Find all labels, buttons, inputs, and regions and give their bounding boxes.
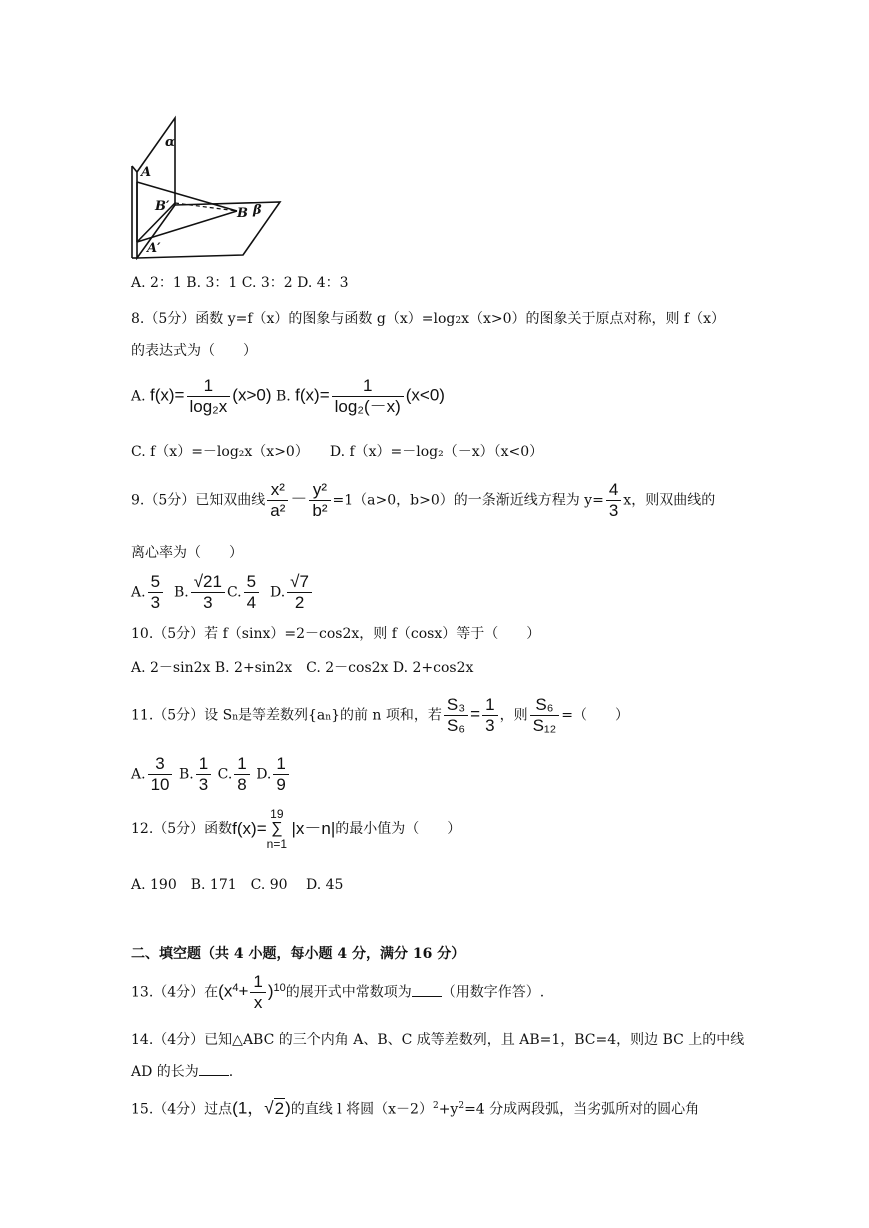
label-A: A [141, 165, 152, 180]
q15-stem: 15.（4分）过点(1，√2)的直线 l 将圆$(x-2)^2+y^2=4$ 分成两段弧，当劣弧所对的圆心角 [131, 1098, 700, 1118]
q14-stem-line2: AD 的长为 . [131, 1061, 233, 1082]
q14-answer-blank [199, 1061, 229, 1076]
q8-stem-line2: 的表达式为（ ） [131, 343, 257, 359]
q9-fraction-x: $\frac{\text{x²}}{\text{a²}}$ [267, 480, 288, 521]
label-alpha: α [165, 135, 176, 150]
q9-options: A. $\frac{5}{3}$ B. $\frac{√21}{3}$ C. $\frac{5}{4}$ D. $\frac{√7}{2}$ [131, 572, 314, 613]
q9-stem-line2: 离心率为（ ） [131, 545, 243, 561]
q10-options: A. 2－sin2x B. 2+sin2x C. 2－cos2x D. 2+cos2x [131, 660, 474, 676]
q8-optB-fraction: $\frac{1}{\text{log₂(－x)}}$ [332, 376, 404, 417]
q12-options: A. 190 B. 171 C. 90 D. 45 [131, 877, 344, 893]
label-Bprime: B′ [155, 199, 170, 214]
q8-stem-line1: 8.（5分）函数 y=f（x）的图象与函数 g（x）=log2x（x>0）的图象关于原点对称，则 f（x） [131, 311, 726, 327]
q8-optA-fraction: $\frac{1}{\text{log₂x}}$ [187, 376, 231, 417]
q9-stem-line1: 9.（5分）已知双曲线 $\frac{\text{x²}}{\text{a²}}$ － $\frac{\text{y²}}{\text{b²}}$ =1（a>0，b>0）的一条渐近线方程为 y= $\frac{4}{3}$ x，则双曲线的 [131, 480, 716, 520]
q13-stem: 13.（4分）在($x^4+$ $\frac{1}{x}$ )$^{10}$的展开式中常数项为 （用数字作答）. [131, 972, 545, 1012]
q12-summation: 19 ∑ n=1 [266, 807, 288, 851]
label-Aprime: A′ [147, 241, 161, 256]
q13-answer-blank [412, 982, 442, 997]
q14-stem-line1: 14.（4分）已知△ABC 的三个内角 A、B、C 成等差数列，且 AB=1，BC=4，则边 BC 上的中线 [131, 1032, 745, 1048]
q7-options: A. 2：1 B. 3：1 C. 3：2 D. 4：3 [131, 275, 349, 291]
q12-stem: 12.（5分）函数f(x)= 19 ∑ n=1 |x－n|的最小值为（ ） [131, 807, 462, 851]
q10-stem: 10.（5分）若 f（sinx）=2－cos2x，则 f（cosx）等于（ ） [131, 626, 541, 642]
q8-options-ab: A. f(x)= $\frac{1}{\text{log₂x}}$ (x>0) B. f(x)= $\frac{1}{\text{log₂(－x)}}$ (x<0) [131, 376, 445, 416]
label-beta: β [253, 203, 262, 218]
section-title: 二、填空题（共 4 小题，每小题 4 分，满分 16 分） [131, 946, 466, 962]
q9-fraction-y: $\frac{\text{y²}}{\text{b²}}$ [309, 480, 330, 521]
q8-options-cd: C. f（x）=－log₂x（x>0） D. f（x）=－log₂（－x）（x<0） [131, 444, 544, 460]
label-B: B [237, 206, 248, 221]
q9-fraction-slope: $\frac{4}{3}$ [606, 480, 621, 521]
q11-stem: 11.（5分）设 Sn是等差数列{an}的前 n 项和，若 $\frac{\text{S₃}}{\text{S₆}}$ = $\frac{1}{3}$ ，则 $\frac{\text{S₆}}{\text{S₁₂}}$ =（ ） [131, 695, 629, 735]
q11-options: A. $\frac{3}{10}$ B. $\frac{1}{3}$ C. $\frac{1}{8}$ D. $\frac{1}{9}$ [131, 754, 291, 795]
dihedral-figure [125, 110, 285, 260]
